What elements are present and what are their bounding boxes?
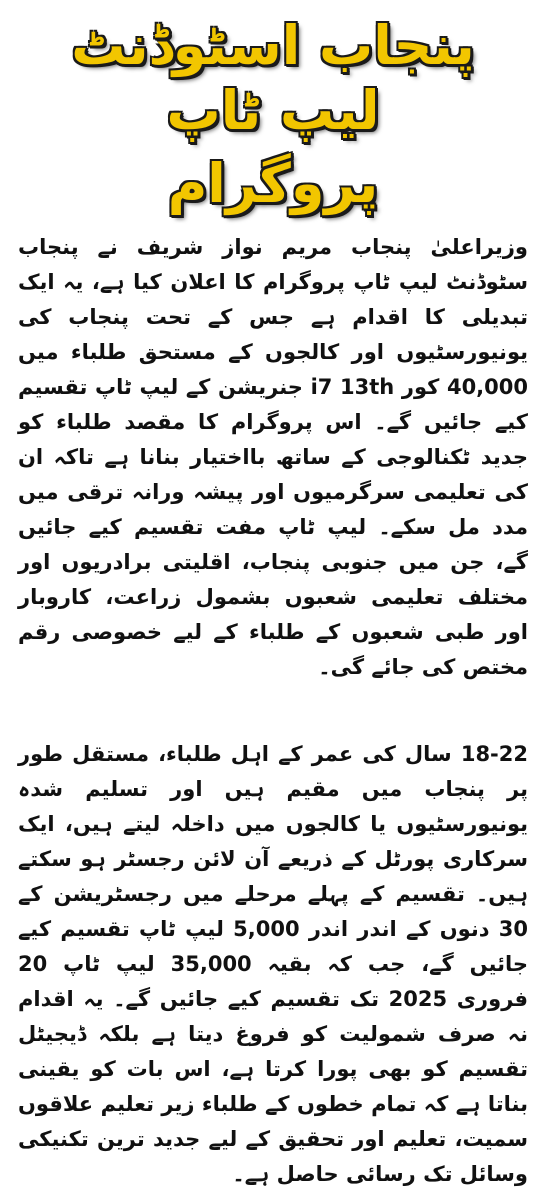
body-paragraph-1: وزیراعلیٰ پنجاب مریم نواز شریف نے پنجاب سٹوڈنٹ لیپ ٹاپ پروگرام کا اعلان کیا ہے، یہ ایک تبدیلی کا اقدام ہے جس کے تحت پنجاب کی یونیورسٹیوں اور کالجوں کے مستحق طلباء میں 40,000 کور i7 13th جنریشن کے لیپ ٹاپ تقسیم کیے جائیں گے۔ اس پروگرام کا مقصد طلباء کو جدید ٹکنالوجی کے ساتھ بااختیار بنانا ہے تاکہ ان کی تعلیمی سرگرمیوں اور پیشہ ورانہ ترقی میں مدد مل سکے۔ لیپ ٹاپ مفت تقسیم کیے جائیں گے، جن میں جنوبی پنجاب، اقلیتی برادریوں اور مختلف تعلیمی شعبوں بشمول زراعت، کاروبار اور طبی شعبوں کے طلباء کے لیے خصوصی رقم مختص کی جائے گی۔ [18, 235, 528, 680]
body-paragraph-2: 18-22 سال کی عمر کے اہل طلباء، مستقل طور پر پنجاب میں مقیم ہیں اور تسلیم شدہ یونیورسٹیوں یا کالجوں میں داخلہ لیتے ہیں، ایک سرکاری پورٹل کے ذریعے آن لائن رجسٹر ہو سکتے ہیں۔ تقسیم کے پہلے مرحلے میں رجسٹریشن کے 30 دنوں کے اندر اندر 5,000 لیپ ٹاپ تقسیم کیے جائیں گے، جب کہ بقیہ 35,000 لیپ ٹاپ 20 فروری 2025 تک تقسیم کیے جائیں گے۔ یہ اقدام نہ صرف شمولیت کو فروغ دیتا ہے بلکہ ڈیجیٹل تقسیم کو بھی پورا کرتا ہے، اس بات کو یقینی بناتا ہے کہ تمام خطوں کے طلباء زیر تعلیم علاقوں سمیت، تعلیم اور تحقیق کے لیے جدید ترین تکنیکی وسائل تک رسائی حاصل ہے۔ [18, 742, 529, 1187]
title-line-2: پروگرام [167, 151, 379, 215]
article-title [18, 14, 528, 216]
title-line-1: پنجاب اسٹوڈنٹ لیپ ٹاپ [71, 14, 475, 142]
